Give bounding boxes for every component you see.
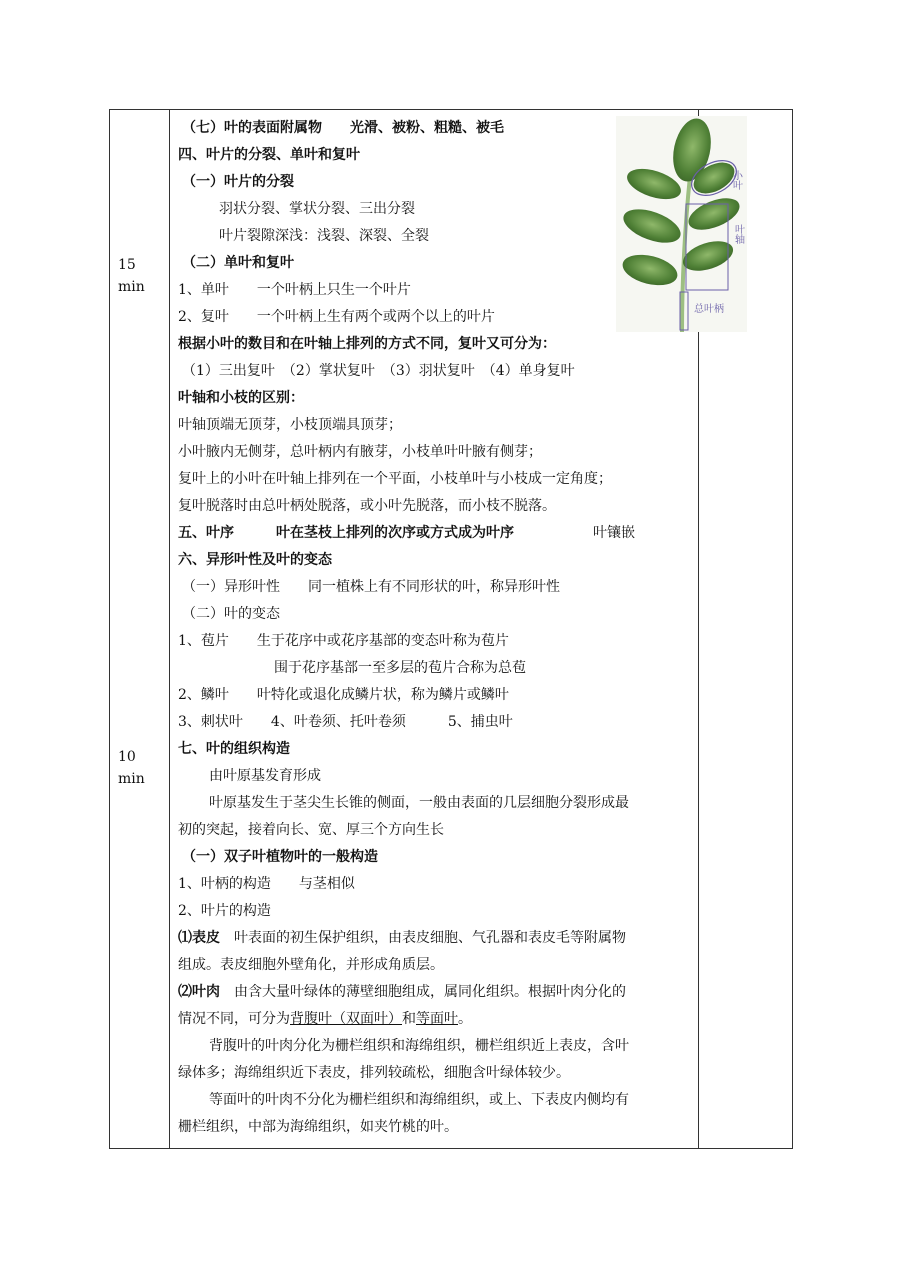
heading-line: 五、叶序 叶在茎枝上排列的次序或方式成为叶序 xyxy=(178,525,514,541)
text-line: （一）异形叶性 同一植株上有不同形状的叶，称异形叶性 xyxy=(182,579,560,595)
heading-line: 四、叶片的分裂、单叶和复叶 xyxy=(178,147,360,163)
content-column xyxy=(170,110,744,1149)
text-line: 叶片裂隙深浅：浅裂、深裂、全裂 xyxy=(219,228,429,244)
time-value: 10 xyxy=(118,749,136,765)
text-line: 复叶上的小叶在叶轴上排列在一个平面，小枝单叶与小枝成一定角度； xyxy=(178,471,612,487)
text-segment: 和 xyxy=(402,1011,416,1027)
text-line xyxy=(178,1007,472,1031)
text-line: 2、鳞叶 叶特化或退化成鳞片状，称为鳞片或鳞叶 xyxy=(178,687,509,703)
text-line: 1、单叶 一个叶柄上只生一个叶片 xyxy=(178,282,411,298)
heading-line: （二）单叶和复叶 xyxy=(182,255,294,271)
text-line: 叶镶嵌 xyxy=(593,525,635,541)
text-line: 1、叶柄的构造 与茎相似 xyxy=(178,876,355,892)
text-line: 由叶原基发育形成 xyxy=(209,768,321,784)
text-segment: 情况不同，可分为 xyxy=(178,1011,290,1027)
compound-leaf-illustration xyxy=(616,116,747,332)
text-line: 羽状分裂、掌状分裂、三出分裂 xyxy=(219,201,415,217)
time-unit: min xyxy=(118,771,145,787)
text-segment: 。 xyxy=(458,1011,472,1027)
heading-line: 根据小叶的数目和在叶轴上排列的方式不同，复叶又可分为： xyxy=(178,336,556,352)
heading-line: （一）叶片的分裂 xyxy=(182,174,294,190)
text-line: （二）叶的变态 xyxy=(182,606,280,622)
heading-line: 六、异形叶性及叶的变态 xyxy=(178,552,332,568)
text-line: 叶轴顶端无顶芽，小枝顶端具顶芽； xyxy=(178,417,402,433)
text-line: 等面叶的叶肉不分化为栅栏组织和海绵组织，或上、下表皮内侧均有 xyxy=(209,1092,629,1108)
term-mesophyll: ⑵叶肉 xyxy=(178,984,220,1000)
term-epidermis: ⑴表皮 xyxy=(178,930,220,946)
text-line: 3、刺状叶 4、叶卷须、托叶卷须 5、捕虫叶 xyxy=(178,714,513,730)
text-line: 栅栏组织，中部为海绵组织，如夹竹桃的叶。 xyxy=(178,1119,458,1135)
heading-line: 叶轴和小枝的区别： xyxy=(178,390,304,406)
time-unit: min xyxy=(118,279,145,295)
heading-line: （一）双子叶植物叶的一般构造 xyxy=(182,849,378,865)
text-line: 初的突起，接着向长、宽、厚三个方向生长 xyxy=(178,822,444,838)
text-segment: 叶表面的初生保护组织，由表皮细胞、气孔器和表皮毛等附属物 xyxy=(220,930,626,946)
time-column xyxy=(110,110,170,1149)
leaflet-label: 小叶 xyxy=(730,170,742,190)
term-isobilateral-leaf: 等面叶 xyxy=(416,1011,458,1027)
text-line: （七）叶的表面附属物 光滑、被粉、粗糙、被毛 xyxy=(182,120,504,136)
term-bifacial-leaf: 背腹叶（双面叶） xyxy=(290,1011,402,1027)
text-line: 背腹叶的叶肉分化为栅栏组织和海绵组织，栅栏组织近上表皮，含叶 xyxy=(209,1038,629,1054)
text-line: 叶原基发生于茎尖生长锥的侧面，一般由表面的几层细胞分裂形成最 xyxy=(209,795,629,811)
text-line: 绿体多；海绵组织近下表皮，排列较疏松，细胞含叶绿体较少。 xyxy=(178,1065,570,1081)
text-line: 1、苞片 生于花序中或花序基部的变态叶称为苞片 xyxy=(178,633,509,649)
heading-line: 七、叶的组织构造 xyxy=(178,741,290,757)
text-line: （1）三出复叶 （2）掌状复叶 （3）羽状复叶 （4）单身复叶 xyxy=(182,363,575,379)
text-segment: 由含大量叶绿体的薄壁细胞组成，属同化组织。根据叶肉分化的 xyxy=(220,984,626,1000)
text-line: 2、叶片的构造 xyxy=(178,903,271,919)
text-line xyxy=(178,980,626,1004)
time-block-1 xyxy=(118,254,145,298)
time-block-2 xyxy=(118,746,145,790)
text-line xyxy=(178,926,626,950)
rachis-label: 叶轴 xyxy=(732,224,744,244)
text-line: 复叶脱落时由总叶柄处脱落，或小叶先脱落，而小枝不脱落。 xyxy=(178,498,556,514)
text-line: 围于花序基部一至多层的苞片合称为总苞 xyxy=(274,660,526,676)
time-value: 15 xyxy=(118,257,136,273)
text-line: 2、复叶 一个叶柄上生有两个或两个以上的叶片 xyxy=(178,309,495,325)
text-line: 组成。表皮细胞外壁角化，并形成角质层。 xyxy=(178,957,444,973)
petiole-label: 总叶柄 xyxy=(694,304,724,315)
lesson-table xyxy=(109,109,793,1149)
text-line: 小叶腋内无侧芽，总叶柄内有腋芽，小枝单叶叶腋有侧芽； xyxy=(178,444,542,460)
